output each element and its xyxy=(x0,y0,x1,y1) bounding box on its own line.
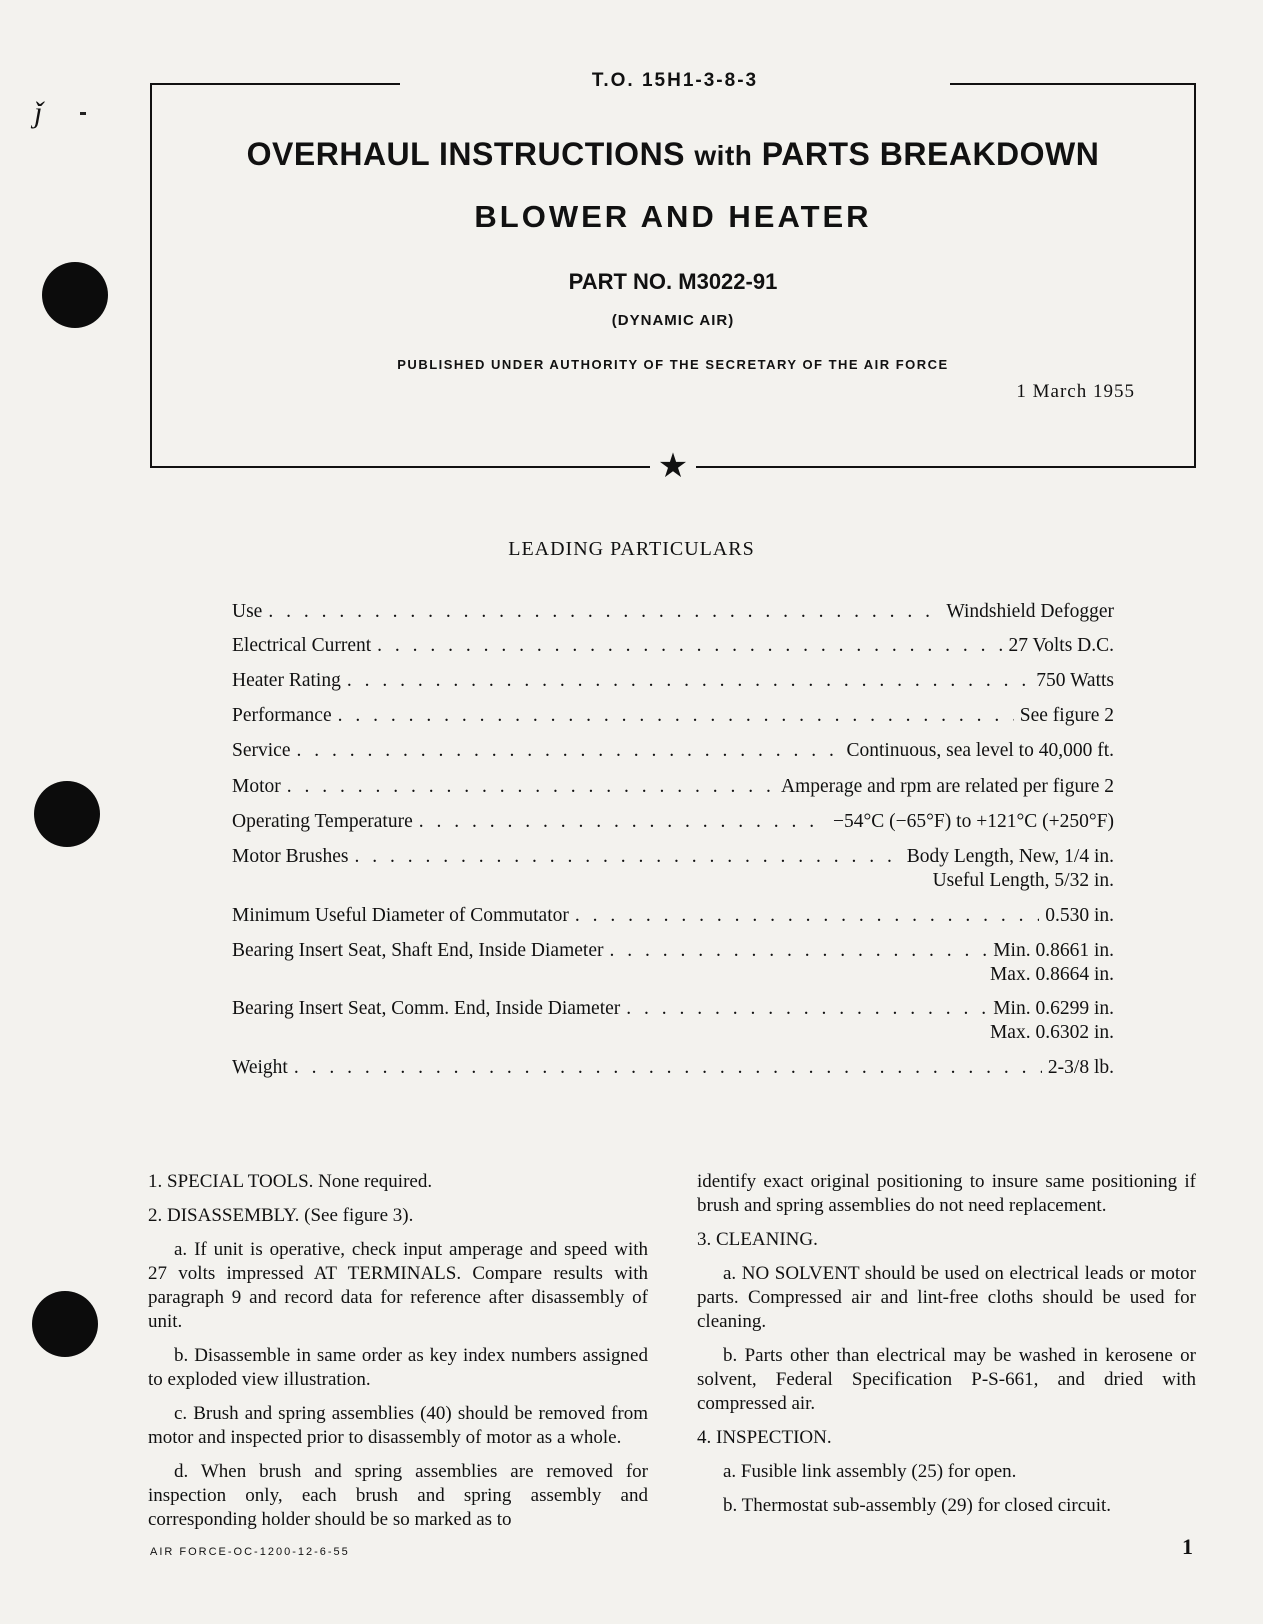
punch-hole-middle xyxy=(34,781,100,847)
particular-value: Body Length, New, 1/4 in. xyxy=(906,846,1114,867)
particular-row xyxy=(232,1056,1114,1080)
authority-line: PUBLISHED UNDER AUTHORITY OF THE SECRETARY OF THE AIR FORCE xyxy=(397,357,949,372)
particular-value: 0.530 in. xyxy=(1045,905,1114,926)
punch-hole-bottom xyxy=(32,1291,98,1357)
particular-label: Bearing Insert Seat, Shaft End, Inside Diameter xyxy=(232,940,604,961)
title-part1: OVERHAUL INSTRUCTIONS xyxy=(246,136,686,172)
paragraph: a. NO SOLVENT should be used on electrical leads or motor parts. Compressed air and lint-free cloths should be used for cleaning. xyxy=(697,1263,1196,1332)
margin-handwriting: ǰ xyxy=(34,96,43,129)
print-code: AIR FORCE-OC-1200-12-6-55 xyxy=(150,1546,350,1558)
particular-row xyxy=(232,669,1114,693)
particular-row xyxy=(232,845,1114,893)
particular-label: Minimum Useful Diameter of Commutator xyxy=(232,905,569,926)
page-number: 1 xyxy=(1182,1534,1193,1559)
particular-row xyxy=(232,939,1114,987)
particular-row xyxy=(232,997,1114,1045)
particular-value: Windshield Defogger xyxy=(946,601,1114,622)
paragraph: identify exact original positioning to insure same positioning if brush and spring assemblies do not need replacement. xyxy=(697,1171,1196,1216)
particular-row xyxy=(232,810,1114,834)
leading-particulars-heading: LEADING PARTICULARS xyxy=(508,538,755,560)
particular-value: 750 Watts xyxy=(1036,670,1114,691)
particular-label: Weight xyxy=(232,1057,288,1078)
particular-value: −54°C (−65°F) to +121°C (+250°F) xyxy=(832,811,1114,832)
part-number: PART NO. M3022-91 xyxy=(568,269,778,294)
to-number: T.O. 15H1-3-8-3 xyxy=(400,70,950,92)
particular-row xyxy=(232,739,1114,763)
particular-value-line2: Max. 0.6302 in. xyxy=(989,1022,1114,1043)
paragraph: c. Brush and spring assemblies (40) should be removed from motor and inspected prior to disassembly of motor as a whole. xyxy=(148,1403,648,1448)
particular-value: 2-3/8 lb. xyxy=(1047,1057,1114,1078)
body-column-left xyxy=(148,1170,648,1542)
particular-value: Min. 0.8661 in. xyxy=(993,940,1114,961)
particular-value: See figure 2 xyxy=(1019,705,1114,726)
particular-value: Min. 0.6299 in. xyxy=(993,998,1114,1019)
section-inspection: 4. INSPECTION. xyxy=(697,1427,832,1448)
title-with: with xyxy=(694,140,753,171)
section-cleaning: 3. CLEANING. xyxy=(697,1229,818,1250)
section-disassembly: 2. DISASSEMBLY. (See figure 3). xyxy=(148,1205,414,1226)
particular-label: Use xyxy=(232,601,263,622)
paragraph: d. When brush and spring assemblies are removed for inspection only, each brush and spring assembly and corresponding holder should be so marked as to xyxy=(148,1461,648,1530)
section-special-tools: 1. SPECIAL TOOLS. None required. xyxy=(148,1171,433,1192)
particular-value: Amperage and rpm are related per figure 2 xyxy=(781,776,1114,797)
manufacturer: (DYNAMIC AIR) xyxy=(611,312,735,329)
particular-label: Performance xyxy=(232,705,332,726)
paragraph: b. Thermostat sub-assembly (29) for closed circuit. xyxy=(723,1495,1111,1516)
particular-row xyxy=(232,704,1114,728)
paragraph: b. Disassemble in same order as key index numbers assigned to exploded view illustration. xyxy=(148,1345,648,1390)
particular-label: Heater Rating xyxy=(232,670,341,691)
particular-label: Motor Brushes xyxy=(232,846,349,867)
particular-value: 27 Volts D.C. xyxy=(1008,635,1114,656)
paragraph: b. Parts other than electrical may be washed in kerosene or solvent, Federal Specification P-S-661, and dried with compressed air. xyxy=(697,1345,1196,1414)
particular-row xyxy=(232,600,1114,624)
particular-label: Operating Temperature xyxy=(232,811,413,832)
publication-date: 1 March 1955 xyxy=(1016,381,1135,402)
particular-label: Bearing Insert Seat, Comm. End, Inside Diameter xyxy=(232,998,621,1019)
particular-value: Continuous, sea level to 40,000 ft. xyxy=(846,740,1114,761)
particular-label: Service xyxy=(232,740,291,761)
margin-dot xyxy=(80,112,86,115)
document-title xyxy=(150,136,1196,173)
particular-label: Motor xyxy=(232,776,281,797)
particular-label: Electrical Current xyxy=(232,635,372,656)
star-icon: ★ xyxy=(650,446,696,486)
particular-value-line2: Useful Length, 5/32 in. xyxy=(932,870,1114,891)
title-part2: PARTS BREAKDOWN xyxy=(761,136,1100,172)
particular-row xyxy=(232,775,1114,799)
particular-row xyxy=(232,904,1114,928)
particular-value-line2: Max. 0.8664 in. xyxy=(989,964,1114,985)
punch-hole-top xyxy=(42,262,108,328)
body-column-right xyxy=(697,1170,1196,1528)
paragraph: a. If unit is operative, check input amperage and speed with 27 volts impressed AT TERMINALS. Compare results with paragraph 9 and record data for reference after disassembly of unit. xyxy=(148,1239,648,1332)
paragraph: a. Fusible link assembly (25) for open. xyxy=(723,1461,1017,1482)
particular-row xyxy=(232,634,1114,658)
document-subtitle: BLOWER AND HEATER xyxy=(474,199,872,234)
